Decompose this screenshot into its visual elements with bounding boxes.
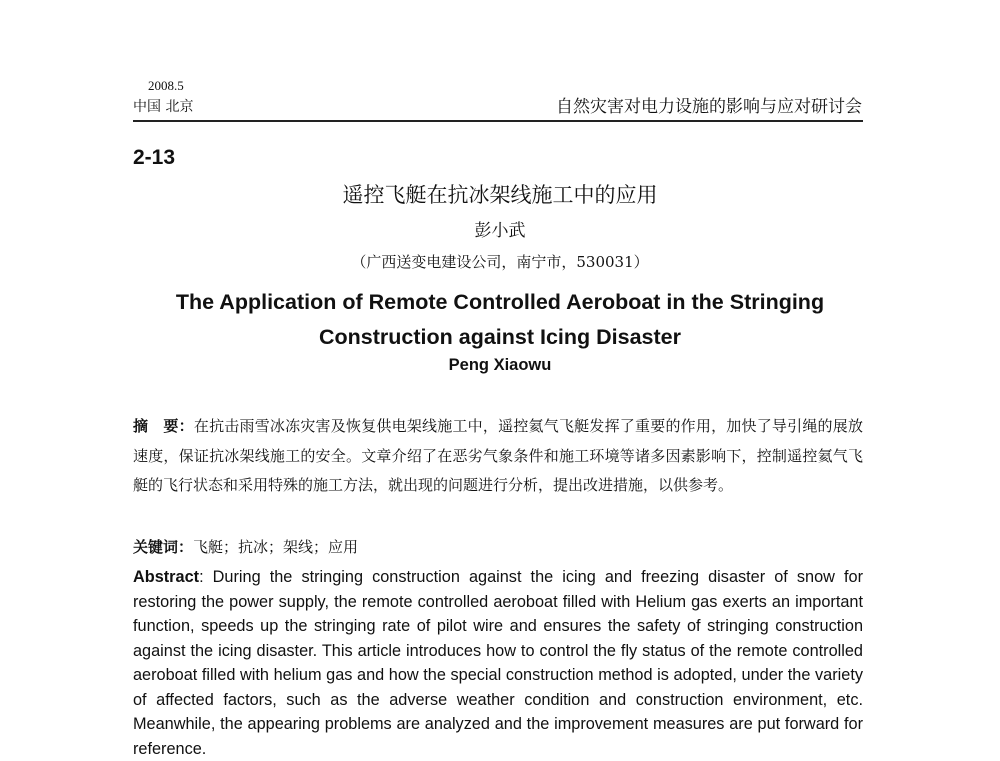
header-date: 2008.5 xyxy=(148,78,184,93)
title-cn: 遥控飞艇在抗冰架线施工中的应用 xyxy=(342,183,658,207)
abstract-en xyxy=(133,565,863,761)
keywords-text: 飞艇；抗冰；架线；应用 xyxy=(193,538,359,556)
header-conference: 自然灾害对电力设施的影响与应对研讨会 xyxy=(556,97,862,117)
abstract-en-text: : During the stringing construction against the icing and freezing disaster of snow for restoring the power supply, the remote controlled aeroboat filled with Helium gas exerts an important function, speeds up the stringing rate of pilot wire and ensures the safety of stringing construction against the icing disaster. This article introduces how to control the fly status of the remote controlled aeroboat filled with helium gas and how the special construction method is adopted, under the variety of affected factors, such as the adverse weather condition and construction environment, etc. Meanwhile, the appearing problems are analyzed and the improvement measures are put forward for reference. xyxy=(133,568,863,758)
header-rule xyxy=(133,120,863,122)
title-en xyxy=(0,285,1000,355)
abstract-en-label: Abstract xyxy=(133,568,200,586)
affiliation-cn: （广西送变电建设公司，南宁市，530031） xyxy=(351,253,649,271)
abstract-cn xyxy=(133,412,863,501)
title-en-line2: Construction against Icing Disaster xyxy=(319,325,681,349)
paper-number: 2-13 xyxy=(133,146,176,169)
header-location: 中国 北京 xyxy=(133,99,194,115)
keywords xyxy=(133,536,358,557)
author-en: Peng Xiaowu xyxy=(448,356,552,374)
title-en-line1: The Application of Remote Controlled Aeroboat in the Stringing xyxy=(175,290,825,314)
abstract-cn-text: 在抗击雨雪冰冻灾害及恢复供电架线施工中，遥控氦气飞艇发挥了重要的作用，加快了导引绳的展放速度，保证抗冰架线施工的安全。文章介绍了在恶劣气象条件和施工环境等诸多因素影响下，控制遥控氦气飞艇的飞行状态和采用特殊的施工方法，就出现的问题进行分析，提出改进措施，以供参考。 xyxy=(133,417,863,494)
abstract-cn-label: 摘 要： xyxy=(133,417,194,435)
keywords-label: 关键词： xyxy=(133,538,194,556)
author-cn: 彭小武 xyxy=(474,221,526,241)
